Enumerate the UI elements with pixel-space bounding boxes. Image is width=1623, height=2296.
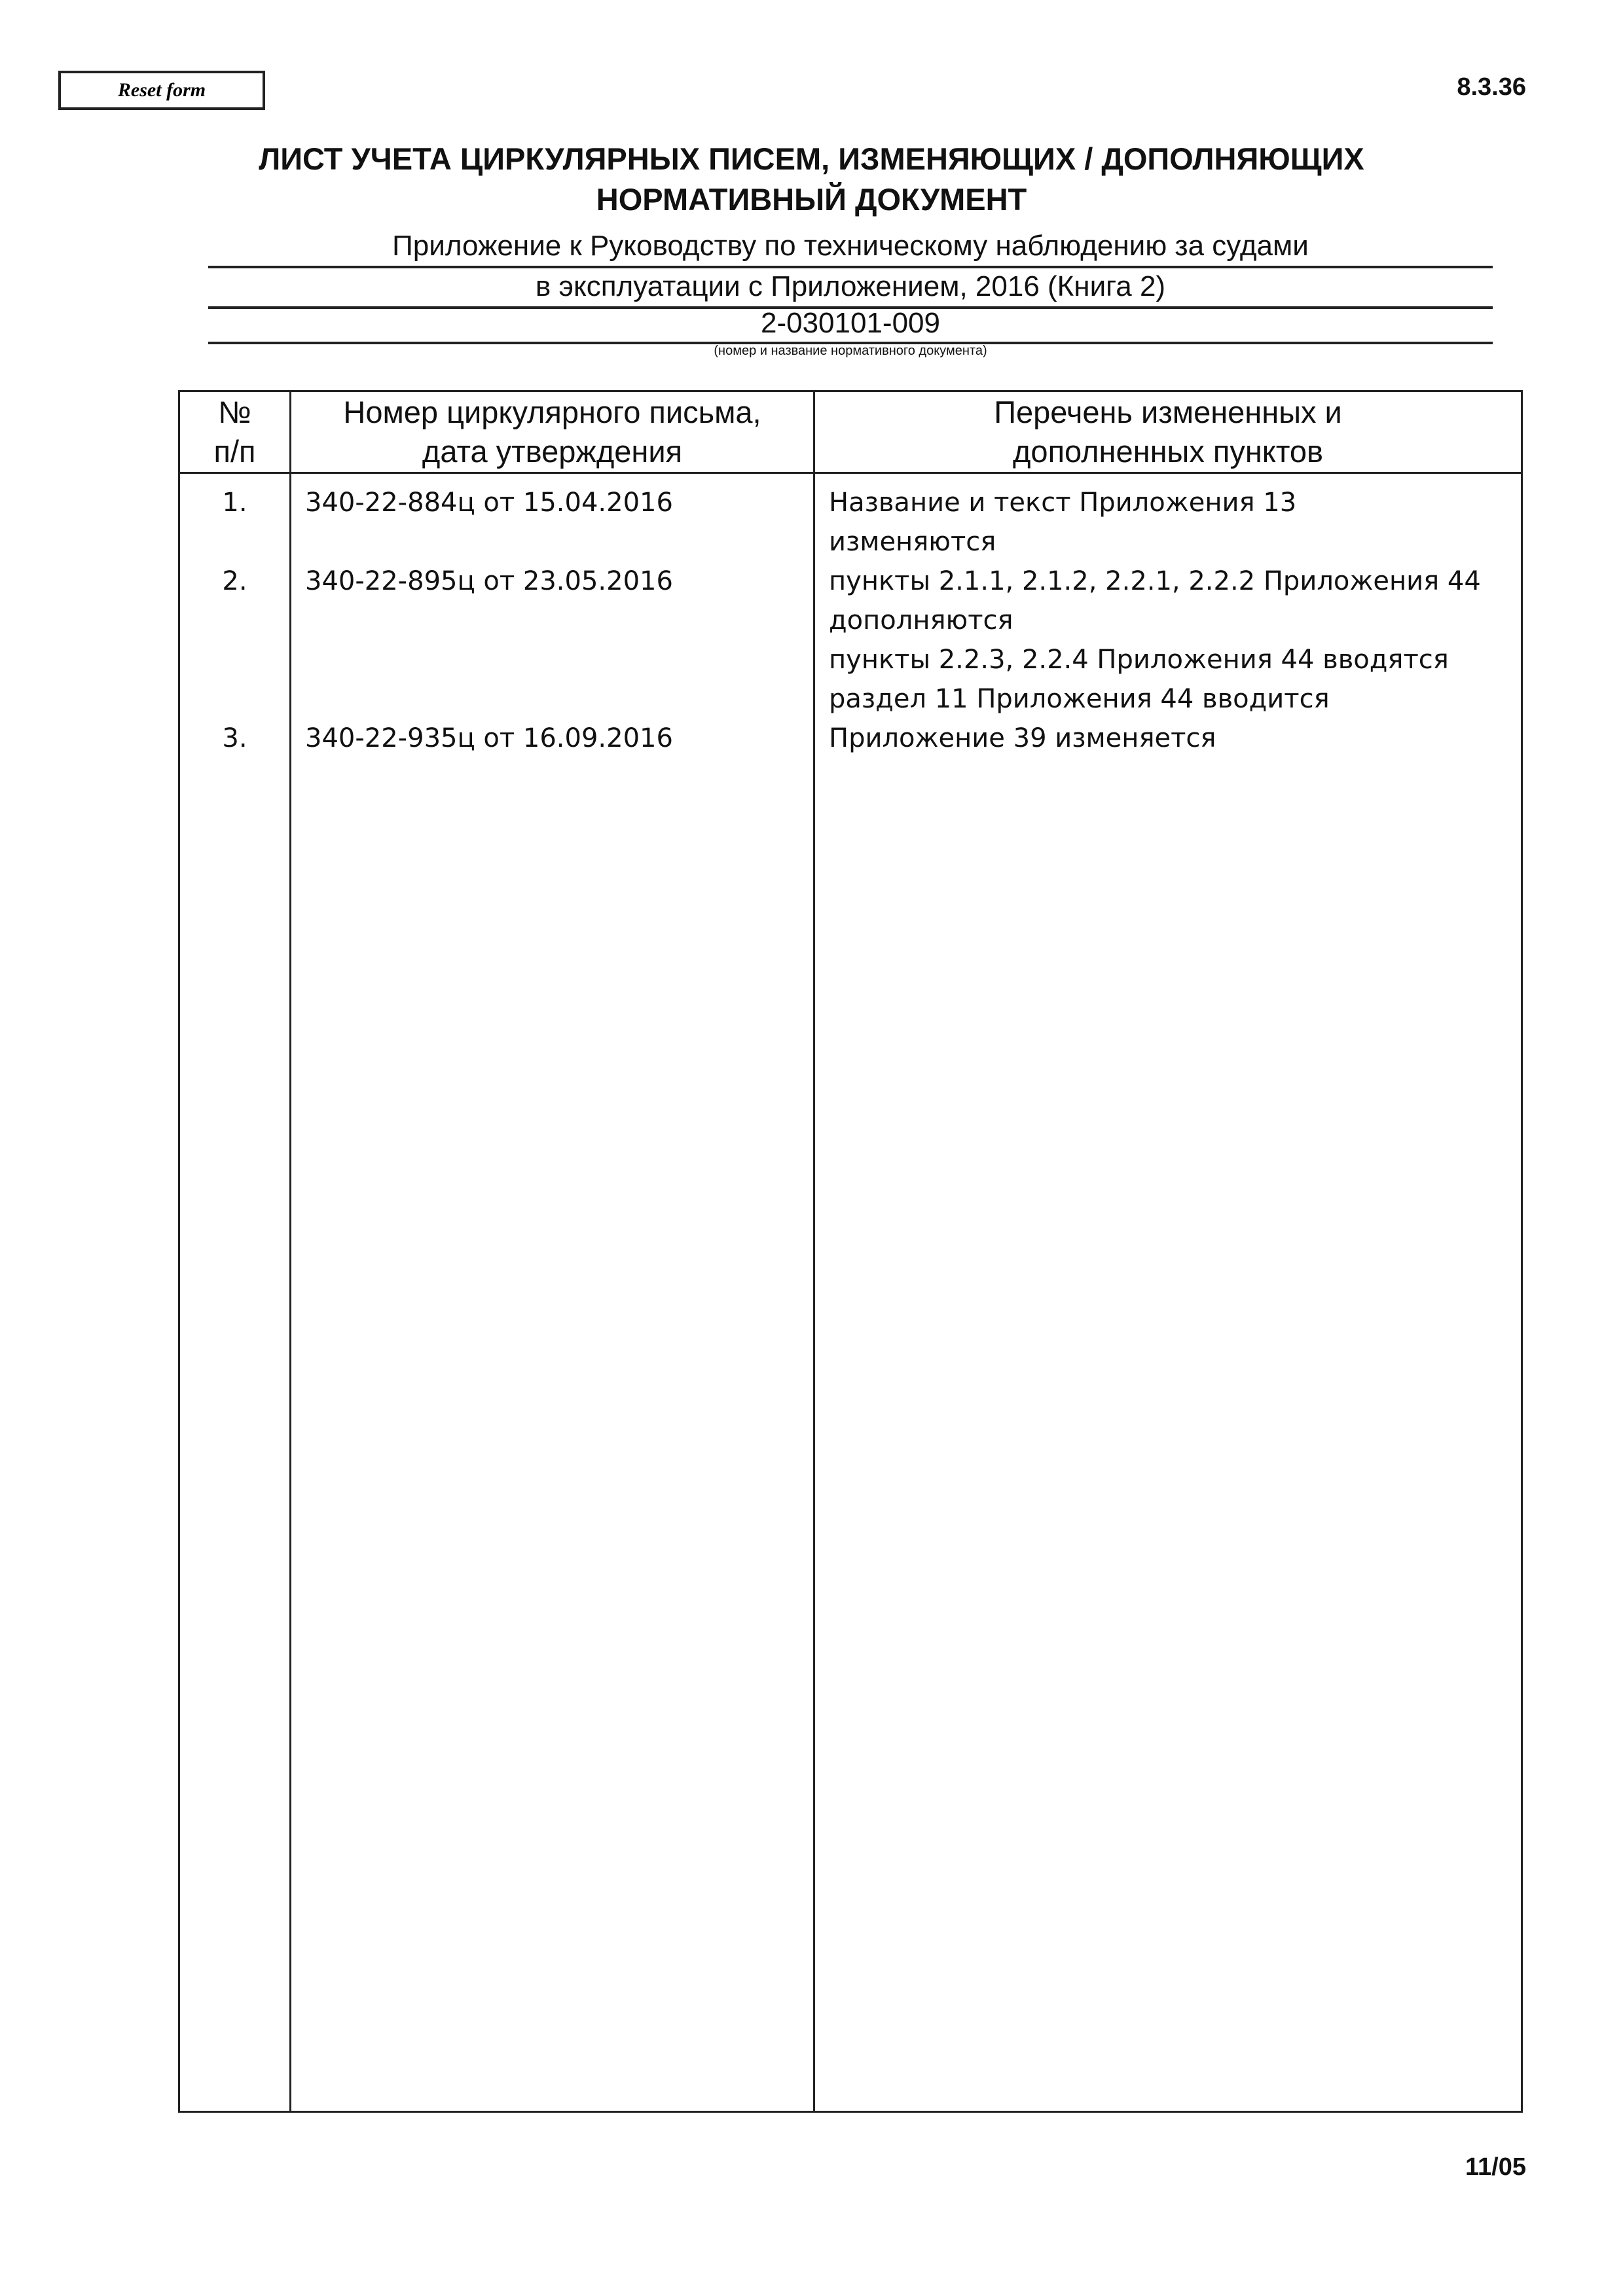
circular-letter: 340-22-935ц от 16.09.2016 <box>305 723 673 753</box>
change-line: дополняются <box>829 605 1013 636</box>
header-changes <box>814 391 1522 473</box>
reference-caption: (номер и название нормативного документа) <box>714 344 987 358</box>
row-3-letter-entry <box>292 719 812 797</box>
change-line: изменяются <box>829 527 996 557</box>
change-line: раздел 11 Приложения 44 вводится <box>829 684 1330 714</box>
circular-letter: 340-22-884ц от 15.04.2016 <box>305 488 673 518</box>
header-number-line-2: п/п <box>213 434 256 469</box>
table-body-row <box>179 473 1522 2112</box>
row-3-number-entry <box>181 719 289 797</box>
change-line: пункты 2.1.1, 2.1.2, 2.2.1, 2.2.2 Приложения 44 <box>829 566 1481 596</box>
number-column-cell <box>179 473 291 2112</box>
row-number: 3. <box>222 723 247 753</box>
row-1-number-entry <box>181 483 289 562</box>
circular-letter: 340-22-895ц от 23.05.2016 <box>305 566 673 596</box>
row-2-letter-entry <box>292 562 812 719</box>
header-changes-line-1: Перечень измененных и <box>994 395 1342 429</box>
page-number: 11/05 <box>1465 2153 1526 2181</box>
reset-form-button[interactable]: Reset form <box>58 71 265 110</box>
change-line: пункты 2.2.3, 2.2.4 Приложения 44 вводятся <box>829 645 1449 675</box>
header-number-line-1: № <box>218 395 251 429</box>
change-line: Название и текст Приложения 13 <box>829 488 1297 518</box>
title-line-1: ЛИСТ УЧЕТА ЦИРКУЛЯРНЫХ ПИСЕМ, ИЗМЕНЯЮЩИХ / ДОПОЛНЯЮЩИХ <box>259 141 1364 176</box>
row-2-changes-entry <box>816 562 1520 719</box>
reference-line-1: Приложение к Руководству по техническому наблюдению за судами <box>208 228 1493 268</box>
table-header-row <box>179 391 1522 473</box>
row-1-letter-entry <box>292 483 812 562</box>
page-title <box>0 139 1623 220</box>
reference-document-number: 2-030101-009 <box>208 305 1493 344</box>
row-3-changes-entry <box>816 719 1520 797</box>
header-changes-line-2: дополненных пунктов <box>1013 434 1323 469</box>
header-number <box>179 391 291 473</box>
changes-column-cell <box>814 473 1522 2112</box>
row-2-number-entry <box>181 562 289 719</box>
reference-line-2: в эксплуатации с Приложением, 2016 (Книга 2) <box>208 268 1493 309</box>
letter-column-cell <box>291 473 814 2112</box>
circular-letters-table <box>178 390 1523 2113</box>
header-letter <box>291 391 814 473</box>
row-number: 2. <box>222 566 247 596</box>
title-line-2: НОРМАТИВНЫЙ ДОКУМЕНТ <box>596 182 1027 217</box>
row-1-changes-entry <box>816 483 1520 562</box>
change-line: Приложение 39 изменяется <box>829 723 1216 753</box>
document-code: 8.3.36 <box>1457 73 1526 101</box>
header-letter-line-1: Номер циркулярного письма, <box>343 395 761 429</box>
header-letter-line-2: дата утверждения <box>422 434 683 469</box>
row-number: 1. <box>222 488 247 518</box>
